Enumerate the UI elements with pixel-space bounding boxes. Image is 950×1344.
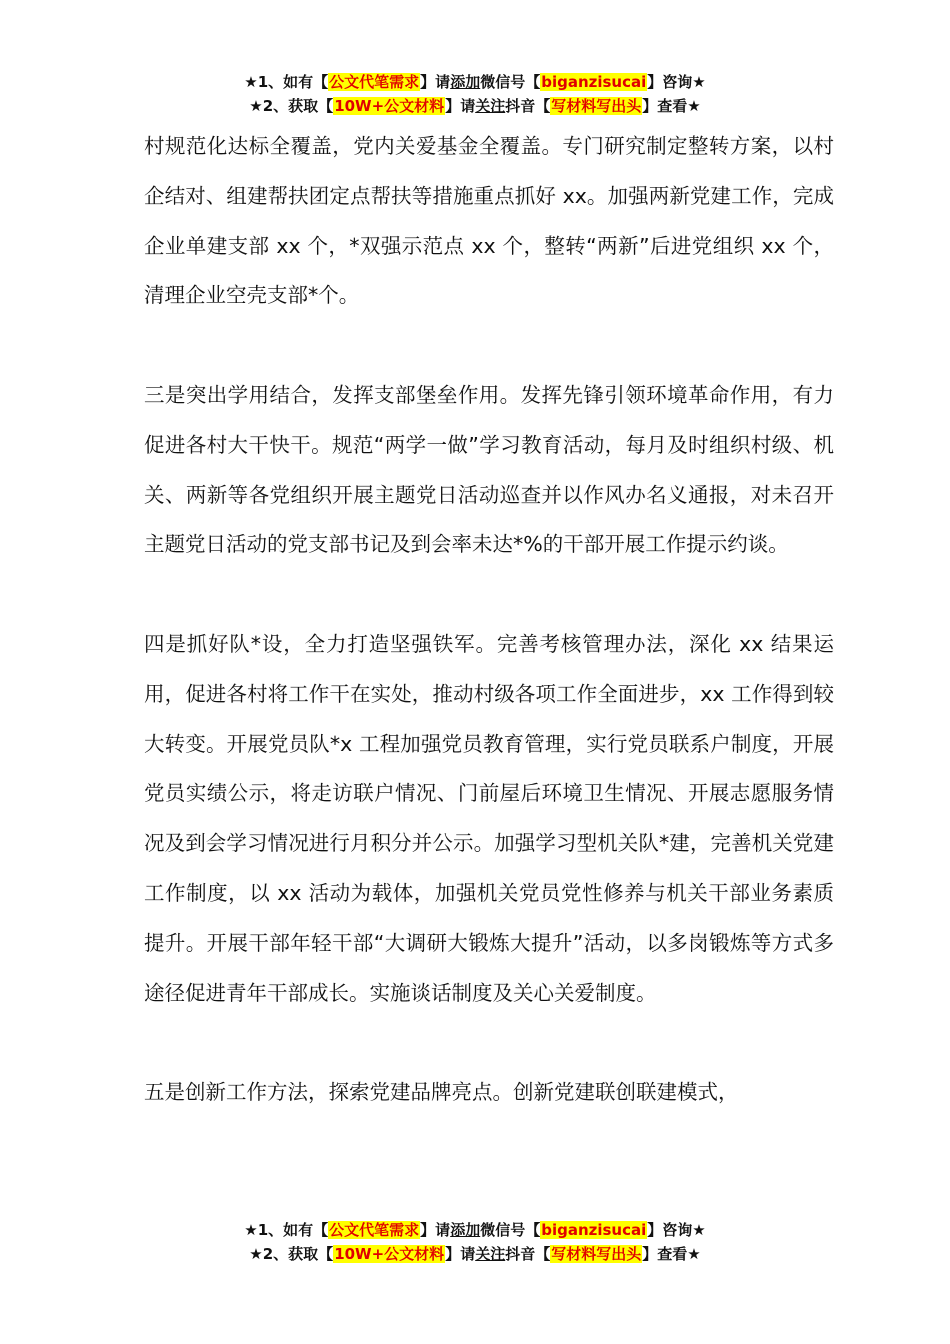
banner-text: 】咨询★ bbox=[647, 73, 706, 91]
banner-line-2 bbox=[0, 1242, 950, 1266]
banner-line-1 bbox=[0, 1218, 950, 1242]
banner-highlight: 写材料写出头 bbox=[551, 1245, 642, 1263]
header-banner bbox=[0, 70, 950, 118]
paragraph-gap bbox=[144, 321, 834, 371]
banner-text: ★2、获取【 bbox=[249, 97, 334, 115]
banner-underlined: 关注 bbox=[475, 97, 506, 115]
banner-underlined: 关注 bbox=[475, 1245, 506, 1263]
paragraph-gap bbox=[144, 1018, 834, 1068]
banner-line-2 bbox=[0, 94, 950, 118]
banner-text: ★1、如有【 bbox=[244, 1221, 329, 1239]
document-body bbox=[144, 122, 834, 1118]
banner-highlight: 写材料写出头 bbox=[551, 97, 642, 115]
banner-underlined: 添加 bbox=[450, 73, 481, 91]
paragraph-gap bbox=[144, 570, 834, 620]
banner-text: 】咨询★ bbox=[647, 1221, 706, 1239]
banner-text: 】请 bbox=[420, 73, 451, 91]
banner-text: 】查看★ bbox=[642, 97, 701, 115]
banner-text: ★1、如有【 bbox=[244, 73, 329, 91]
banner-text: 抖音【 bbox=[505, 97, 551, 115]
paragraph: 三是突出学用结合，发挥支部堡垒作用。发挥先锋引领环境革命作用，有力促进各村大干快干。规范“两学一做”学习教育活动，每月及时组织村级、机关、两新等各党组织开展主题党日活动巡查并以作风办名义通报，对未召开主题党日活动的党支部书记及到会率未达*%的干部开展工作提示约谈。 bbox=[144, 382, 834, 557]
banner-highlight: 10W+公文材料 bbox=[334, 1245, 445, 1263]
paragraph: 五是创新工作方法，探索党建品牌亮点。创新党建联创联建模式， bbox=[144, 1080, 739, 1105]
banner-line-1 bbox=[0, 70, 950, 94]
banner-underlined: 添加 bbox=[450, 1221, 481, 1239]
footer-banner bbox=[0, 1218, 950, 1266]
paragraph: 村规范化达标全覆盖，党内关爱基金全覆盖。专门研究制定整转方案，以村企结对、组建帮扶团定点帮扶等措施重点抓好 xx。加强两新党建工作，完成企业单建支部 xx 个，*双强示范点 xx 个，整转“两新”后进党组织 xx 个，清理企业空壳支部*个。 bbox=[144, 134, 834, 308]
banner-text: ★2、获取【 bbox=[249, 1245, 334, 1263]
banner-highlight: biganzisucai bbox=[541, 1221, 647, 1239]
banner-text: 微信号【 bbox=[480, 73, 541, 91]
banner-highlight: 公文代笔需求 bbox=[329, 1221, 420, 1239]
paragraph: 四是抓好队*设，全力打造坚强铁军。完善考核管理办法，深化 xx 结果运用，促进各村将工作干在实处，推动村级各项工作全面进步，xx 工作得到较大转变。开展党员队*x 工程加强党员教育管理，实行党员联系户制度，开展党员实绩公示，将走访联户情况、门前屋后环境卫生情况、开展志愿服务情况及到会学习情况进行月积分并公示。加强学习型机关队*建，完善机关党建工作制度，以 xx 活动为载体，加强机关党员党性修养与机关干部业务素质提升。开展干部年轻干部“大调研大锻炼大提升”活动，以多岗锻炼等方式多途径促进青年干部成长。实施谈话制度及关心关爱制度。 bbox=[144, 631, 834, 1005]
banner-text: 】请 bbox=[445, 1245, 476, 1263]
banner-highlight: 10W+公文材料 bbox=[334, 97, 445, 115]
banner-highlight: 公文代笔需求 bbox=[329, 73, 420, 91]
banner-text: 】请 bbox=[445, 97, 476, 115]
banner-text: 微信号【 bbox=[480, 1221, 541, 1239]
banner-highlight: biganzisucai bbox=[541, 73, 647, 91]
banner-text: 】请 bbox=[420, 1221, 451, 1239]
banner-text: 抖音【 bbox=[505, 1245, 551, 1263]
banner-text: 】查看★ bbox=[642, 1245, 701, 1263]
